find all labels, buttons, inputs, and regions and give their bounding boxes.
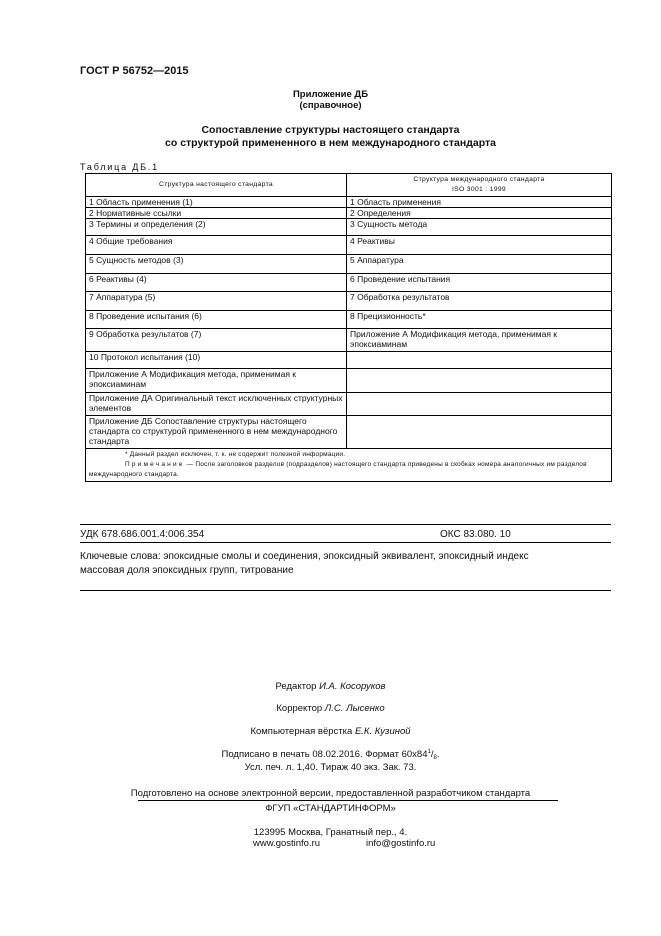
editor-name: И.А. Косоруков <box>319 681 386 692</box>
note-label: Примечание <box>125 461 185 468</box>
cell-international: 8 Прецизионность* <box>347 311 612 329</box>
table-row <box>86 197 612 208</box>
corrector-line <box>0 703 661 714</box>
keywords-line-1: Ключевые слова: эпоксидные смолы и соединения, эпоксидный эквивалент, эпоксидный индекс <box>80 551 529 562</box>
publisher-divider <box>138 800 558 801</box>
table-row <box>86 416 612 449</box>
signed-text: Подписано в печать 08.02.2016. Формат 60x84 <box>221 749 428 760</box>
table-row <box>86 274 612 292</box>
table-row <box>86 236 612 255</box>
signed-line: Подписано в печать 08.02.2016. Формат $60x84^1/_8$. <box>221 749 440 761</box>
cell-national: 9 Обработка результатов (7) <box>86 329 347 352</box>
appendix-subtitle: (справочное) <box>299 100 362 111</box>
heading-line-1: Сопоставление структуры настоящего стандарта <box>201 124 460 136</box>
corrector-name: Л.С. Лысенко <box>324 703 385 714</box>
cell-international: 5 Аппаратура <box>347 255 612 274</box>
format-denominator: 8 <box>433 755 437 761</box>
table-row <box>86 208 612 219</box>
cell-national: Приложение ДБ Сопоставление структуры настоящего стандарта со структурой примененного в нем международного стандарта <box>86 416 347 449</box>
cell-national: Приложение А Модификация метода, применимая к эпоксиаминам <box>86 369 347 393</box>
cell-national: 7 Аппаратура (5) <box>86 292 347 311</box>
table-header-row <box>86 174 612 197</box>
table-row <box>86 369 612 393</box>
divider-top <box>80 524 611 525</box>
table-row <box>86 393 612 416</box>
cell-national: 2 Нормативные ссылки <box>86 208 347 219</box>
divider-middle <box>80 542 611 543</box>
table-row <box>86 219 612 236</box>
cell-national: 6 Реактивы (4) <box>86 274 347 292</box>
cell-international: 2 Определения <box>347 208 612 219</box>
cell-national: 4 Общие требования <box>86 236 347 255</box>
table-notes-row <box>86 449 612 482</box>
layout-name: Е.К. Кузиной <box>354 726 411 737</box>
table-caption: Таблица ДБ.1 <box>80 162 159 172</box>
format-numerator: 1 <box>427 749 431 755</box>
udk-code: УДК 678.686.001.4:006.354 <box>80 529 205 540</box>
col-header-national: Структура настоящего стандарта <box>86 174 347 197</box>
table-row <box>86 255 612 274</box>
editor-line <box>0 681 661 692</box>
cell-international: Приложение А Модификация метода, применимая к эпоксиаминам <box>347 329 612 352</box>
table-row <box>86 329 612 352</box>
table-notes <box>86 449 612 482</box>
table-row <box>86 352 612 369</box>
table-footnote: Данный раздел исключен, т. к. не содержит полезной информации. <box>129 451 346 458</box>
col-header-international-line2: ISO 3001 : 1999 <box>451 186 506 193</box>
col-header-international <box>347 174 612 197</box>
cell-international: 1 Область применения <box>347 197 612 208</box>
cell-international <box>347 352 612 369</box>
cell-international <box>347 416 612 449</box>
oks-code: ОКС 83.080. 10 <box>440 529 511 540</box>
footnote-marker: * <box>125 451 128 458</box>
divider-bottom <box>80 590 611 591</box>
col-header-international-line1: Структура международного стандарта <box>413 176 545 183</box>
cell-international: 7 Обработка результатов <box>347 292 612 311</box>
cell-international <box>347 393 612 416</box>
table-row <box>86 311 612 329</box>
appendix-title: Приложение ДБ <box>292 89 369 100</box>
cell-international: 3 Сущность метода <box>347 219 612 236</box>
address: 123995 Москва, Гранатный пер., 4. <box>253 827 408 838</box>
layout-line <box>0 726 661 737</box>
cell-national: 5 Сущность методов (3) <box>86 255 347 274</box>
keywords-line-2: массовая доля эпоксидных групп, титрование <box>80 565 294 576</box>
structure-comparison-table <box>85 173 612 482</box>
layout-label: Компьютерная вёрстка <box>250 726 355 737</box>
cell-national: 3 Термины и определения (2) <box>86 219 347 236</box>
cell-international: 4 Реактивы <box>347 236 612 255</box>
email-link[interactable]: info@gostinfo.ru <box>366 838 436 849</box>
prepared-line: Подготовлено на основе электронной версии, предоставленной разработчиком стандарта <box>130 788 531 799</box>
cell-international <box>347 369 612 393</box>
cell-national: 10 Протокол испытания (10) <box>86 352 347 369</box>
publisher: ФГУП «СТАНДАРТИНФОРМ» <box>265 803 396 814</box>
website-link[interactable]: www.gostinfo.ru <box>253 838 321 849</box>
heading-line-2: со структурой примененного в нем международного стандарта <box>165 137 496 149</box>
cell-national: 8 Проведение испытания (6) <box>86 311 347 329</box>
standard-number: ГОСТ Р 56752—2015 <box>80 65 189 77</box>
print-info: Усл. печ. л. 1,40. Тираж 40 экз. Зак. 73. <box>244 762 417 773</box>
cell-national: Приложение ДА Оригинальный текст исключенных структурных элементов <box>86 393 347 416</box>
cell-national: 1 Область применения (1) <box>86 197 347 208</box>
editor-label: Редактор <box>275 681 320 692</box>
cell-international: 6 Проведение испытания <box>347 274 612 292</box>
corrector-label: Корректор <box>276 703 325 714</box>
table-row <box>86 292 612 311</box>
note-text: — После заголовков разделов (подразделов) настоящего стандарта приведены в скобках номера аналогичных им разделов международного стандарта. <box>89 461 587 478</box>
